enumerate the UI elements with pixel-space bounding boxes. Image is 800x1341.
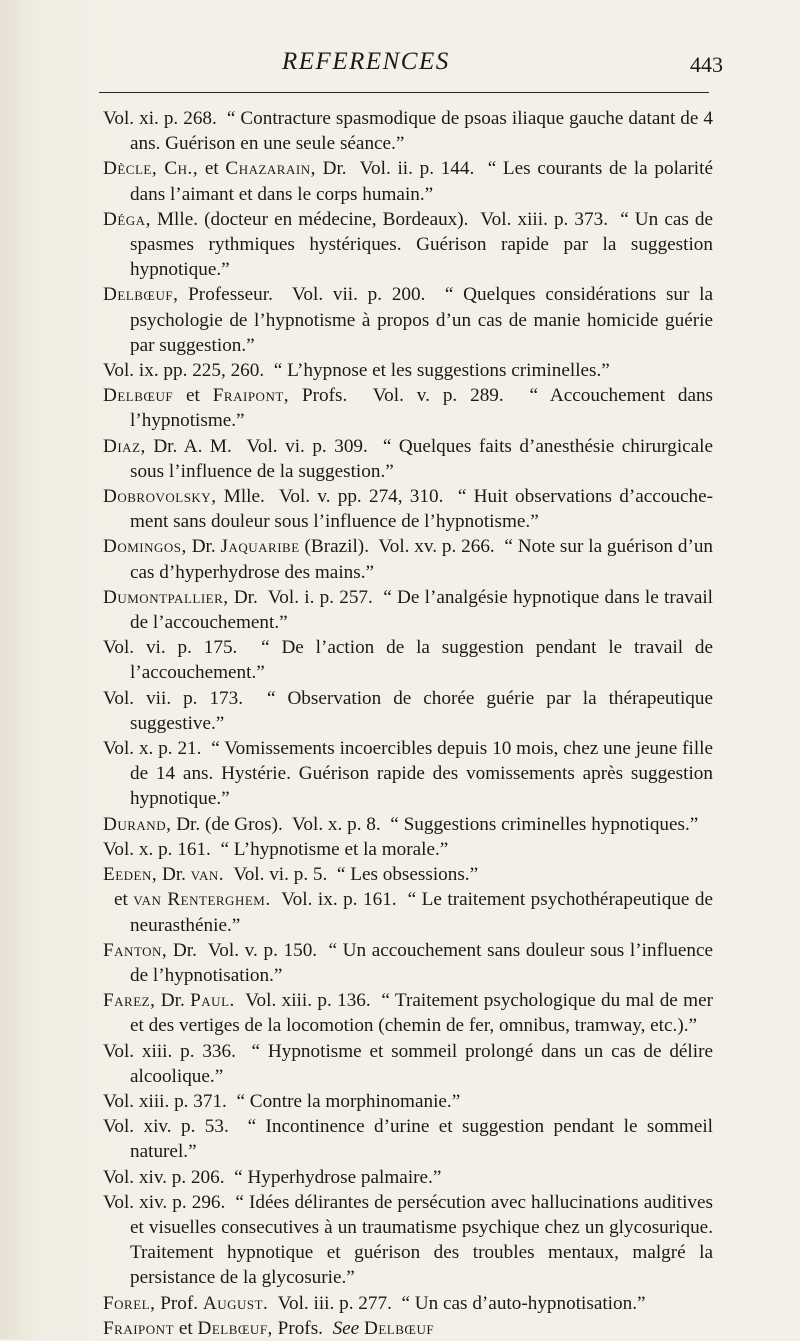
reference-entry: Durand, Dr. (de Gros). Vol. x. p. 8. “ Suggestions criminelles hypnotiques.” bbox=[103, 813, 699, 835]
reference-entry: Vol. xiii. p. 336. “ Hypnotisme et sommeil prolongé dans un cas de délire alcoolique.” bbox=[103, 1040, 713, 1087]
reference-entry: Forel, Prof. August. Vol. iii. p. 277. “ Un cas d’auto-hypnotisation.” bbox=[103, 1292, 646, 1314]
page-number: 443 bbox=[690, 52, 723, 77]
reference-list bbox=[103, 106, 713, 1341]
reference-entry: Domingos, Dr. Jaquaribe (Brazil). Vol. xv. p. 266. “ Note sur la guérison d’un cas d’hyperhydrose des mains.” bbox=[103, 536, 714, 583]
reference-entry: Dumontpallier, Dr. Vol. i. p. 257. “ De l’analgésie hypnotique dans le travail de l’accouchement.” bbox=[103, 586, 714, 634]
reference-entry: Diaz, Dr. A. M. Vol. vi. p. 309. “ Quelques faits d’anesthésie chirurgicale sous l’influence de la suggestion.” bbox=[103, 435, 714, 482]
reference-entry: Vol. xiv. p. 53. “ Incontinence d’urine et suggestion pendant le sommeil naturel.” bbox=[103, 1116, 714, 1163]
reference-entry: Farez, Dr. Paul. Vol. xiii. p. 136. “ Traitement psychologique du mal de mer et des vertiges de la locomotion (chemin de fer, omnibus, tramway, etc.).” bbox=[103, 990, 714, 1037]
reference-entry: Vol. xiv. p. 206. “ Hyperhydrose palmaire.” bbox=[103, 1166, 442, 1188]
header-rule bbox=[99, 92, 709, 93]
reference-entry: Vol. xiii. p. 371. “ Contre la morphinomanie.” bbox=[103, 1090, 461, 1112]
reference-entry: Déga, Mlle. (docteur en médecine, Bordeaux). Vol. xiii. p. 373. “ Un cas de spasmes rythmiques hystériques. Guérison rapide par la suggestion hypnotique.” bbox=[103, 208, 714, 281]
running-head: REFERENCES bbox=[282, 48, 450, 75]
reference-entry: Vol. x. p. 161. “ L’hypnotisme et la morale.” bbox=[103, 838, 449, 860]
reference-entry: Vol. xi. p. 268. “ Contracture spasmodique de psoas iliaque gauche datant de 4 ans. Guérison en une seule séance.” bbox=[103, 108, 714, 155]
reference-entry: et van Renterghem. Vol. ix. p. 161. “ Le traitement psychothérapeutique de neurasthénie.” bbox=[114, 889, 714, 936]
reference-entry: Delbœuf et Fraipont, Profs. Vol. v. p. 289. “ Accouchement dans l’hypnotisme.” bbox=[103, 385, 714, 432]
reference-entry: Fanton, Dr. Vol. v. p. 150. “ Un accouchement sans douleur sous l’influence de l’hypnotisation.” bbox=[103, 939, 714, 986]
reference-entry: Vol. vii. p. 173. “ Observation de chorée guérie par la thérapeutique suggestive.” bbox=[103, 687, 713, 734]
reference-entry: Vol. x. p. 21. “ Vomissements incoercibles depuis 10 mois, chez une jeune fille de 14 ans. Hystérie. Guérison rapide des vomissements après suggestion hypnotique.” bbox=[103, 738, 714, 810]
reference-entry: Dècle, Ch., et Chazarain, Dr. Vol. ii. p. 144. “ Les courants de la polarité dans l’aimant et dans le corps humain.” bbox=[103, 158, 713, 205]
reference-entry: Fraipont et Delbœuf, Profs. See Delbœuf bbox=[103, 1317, 435, 1339]
reference-entry: Eeden, Dr. van. Vol. vi. p. 5. “ Les obsessions.” bbox=[103, 864, 479, 886]
reference-entry: Dobrovolsky, Mlle. Vol. v. pp. 274, 310. “ Huit observations d’accouchement sans douleur sous l’influence de l’hypnotisme.” bbox=[103, 486, 714, 533]
reference-entry: Vol. vi. p. 175. “ De l’action de la suggestion pendant le travail de l’accouchement.” bbox=[103, 637, 713, 684]
reference-entry: Vol. ix. pp. 225, 260. “ L’hypnose et les suggestions criminelles.” bbox=[103, 360, 610, 382]
reference-entry: Vol. xiv. p. 296. “ Idées délirantes de persécution avec hallucinations auditives et visuelles consecutives à un traumatisme psychique chez un glycosurique. Traitement hypnotique et guérison des troubles mentaux, malgré la persistance de la glycosurie.” bbox=[103, 1191, 713, 1289]
reference-entry: Delbœuf, Professeur. Vol. vii. p. 200. “ Quelques considérations sur la psychologie de l’hypnotisme à propos d’un cas de manie homicide guérie par suggestion.” bbox=[103, 284, 714, 356]
